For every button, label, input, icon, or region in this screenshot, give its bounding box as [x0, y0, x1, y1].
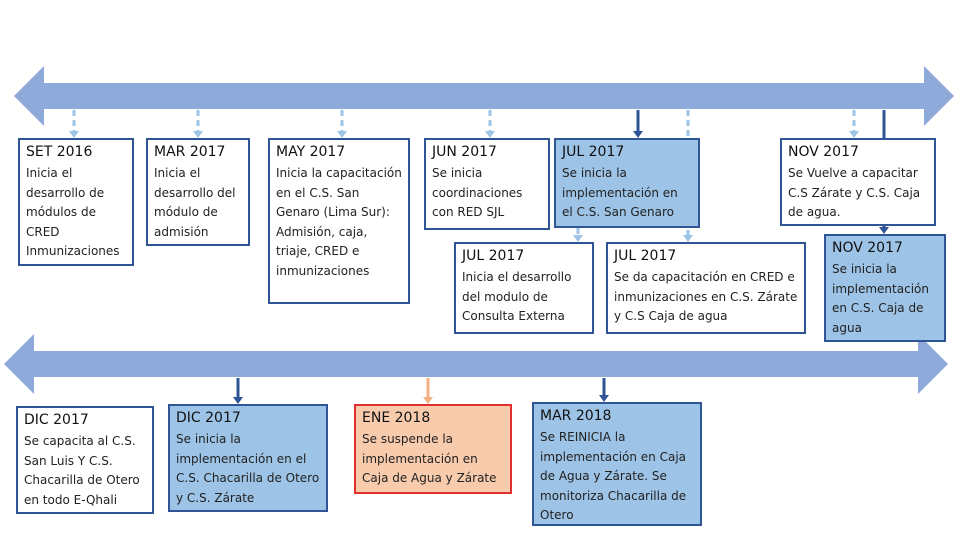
timeline-arrow-bottom	[4, 334, 948, 394]
event-description: Inicia el desarrollo del modulo de Consulta Externa	[462, 270, 572, 323]
event-date: JUL 2017	[462, 248, 525, 264]
event-description: Inicia la capacitación en el C.S. San Genaro (Lima Sur): Admisión, caja, triaje, CRED e inmunizaciones	[276, 166, 402, 278]
event-description: Se capacita al C.S. San Luis Y C.S. Chacarilla de Otero en todo E-Qhali	[24, 434, 140, 507]
event-description: Se Vuelve a capacitar C.S Zárate y C.S. Caja de agua.	[788, 166, 921, 219]
connector-jul-2017-implementation-head	[633, 131, 643, 138]
event-date: MAR 2018	[540, 408, 612, 424]
event-date: ENE 2018	[362, 410, 431, 426]
event-description: Se suspende la implementación en Caja de Agua y Zárate	[362, 432, 497, 485]
event-description: Se inicia coordinaciones con RED SJL	[432, 166, 523, 219]
connector-mar-2017-head	[193, 131, 203, 138]
event-date: NOV 2017	[832, 240, 903, 256]
event-date: SET 2016	[26, 144, 93, 160]
timeline-arrow-top	[14, 66, 954, 126]
event-box-mar-2018-reinicio	[532, 402, 702, 526]
connector-jun-2017-head	[485, 131, 495, 138]
event-description: Se da capacitación en CRED e inmunizaciones en C.S. Zárate y C.S Caja de agua	[614, 270, 798, 323]
event-box-mar-2017	[146, 138, 250, 246]
connector-nov-2017-capacitar-head	[849, 131, 859, 138]
connector-dic-2017-implementation-head	[233, 397, 243, 404]
event-date: NOV 2017	[788, 144, 859, 160]
event-box-nov-2017-implementation	[824, 234, 946, 342]
connector-jul-2017-consulta-head	[573, 235, 583, 242]
event-box-set-2016	[18, 138, 134, 266]
event-description: Se inicia la implementación en C.S. Caja de agua	[832, 262, 929, 335]
event-description: Inicia el desarrollo de módulos de CRED Inmunizaciones	[26, 166, 120, 258]
event-description: Se inicia la implementación en el C.S. San Genaro	[562, 166, 678, 219]
event-box-jul-2017-implementation	[554, 138, 700, 228]
event-box-jun-2017	[424, 138, 550, 230]
connector-ene-2018-head	[423, 397, 433, 404]
event-date: MAY 2017	[276, 144, 346, 160]
connector-may-2017-head	[337, 131, 347, 138]
event-box-ene-2018-suspension	[354, 404, 512, 494]
event-date: JUN 2017	[432, 144, 497, 160]
connector-nov-2017-implementation-head	[879, 227, 889, 234]
event-description: Inicia el desarrollo del módulo de admisión	[154, 166, 236, 239]
event-date: MAR 2017	[154, 144, 226, 160]
event-box-dic-2017-implementation	[168, 404, 328, 512]
event-date: JUL 2017	[614, 248, 677, 264]
event-date: DIC 2017	[24, 412, 89, 428]
event-date: DIC 2017	[176, 410, 241, 426]
connector-set-2016-head	[69, 131, 79, 138]
connector-mar-2018-head	[599, 395, 609, 402]
event-box-dic-2017-capacitacion	[16, 406, 154, 514]
event-box-nov-2017-capacitar	[780, 138, 936, 226]
event-date: JUL 2017	[562, 144, 625, 160]
event-description: Se inicia la implementación en el C.S. Chacarilla de Otero y C.S. Zárate	[176, 432, 320, 505]
event-box-jul-2017-consulta	[454, 242, 594, 334]
event-description: Se REINICIA la implementación en Caja de Agua y Zárate. Se monitoriza Chacarilla de Otero	[540, 430, 687, 522]
connector-jul-2017-capacitacion-head	[683, 235, 693, 242]
event-box-may-2017	[268, 138, 410, 304]
event-box-jul-2017-capacitacion	[606, 242, 806, 334]
